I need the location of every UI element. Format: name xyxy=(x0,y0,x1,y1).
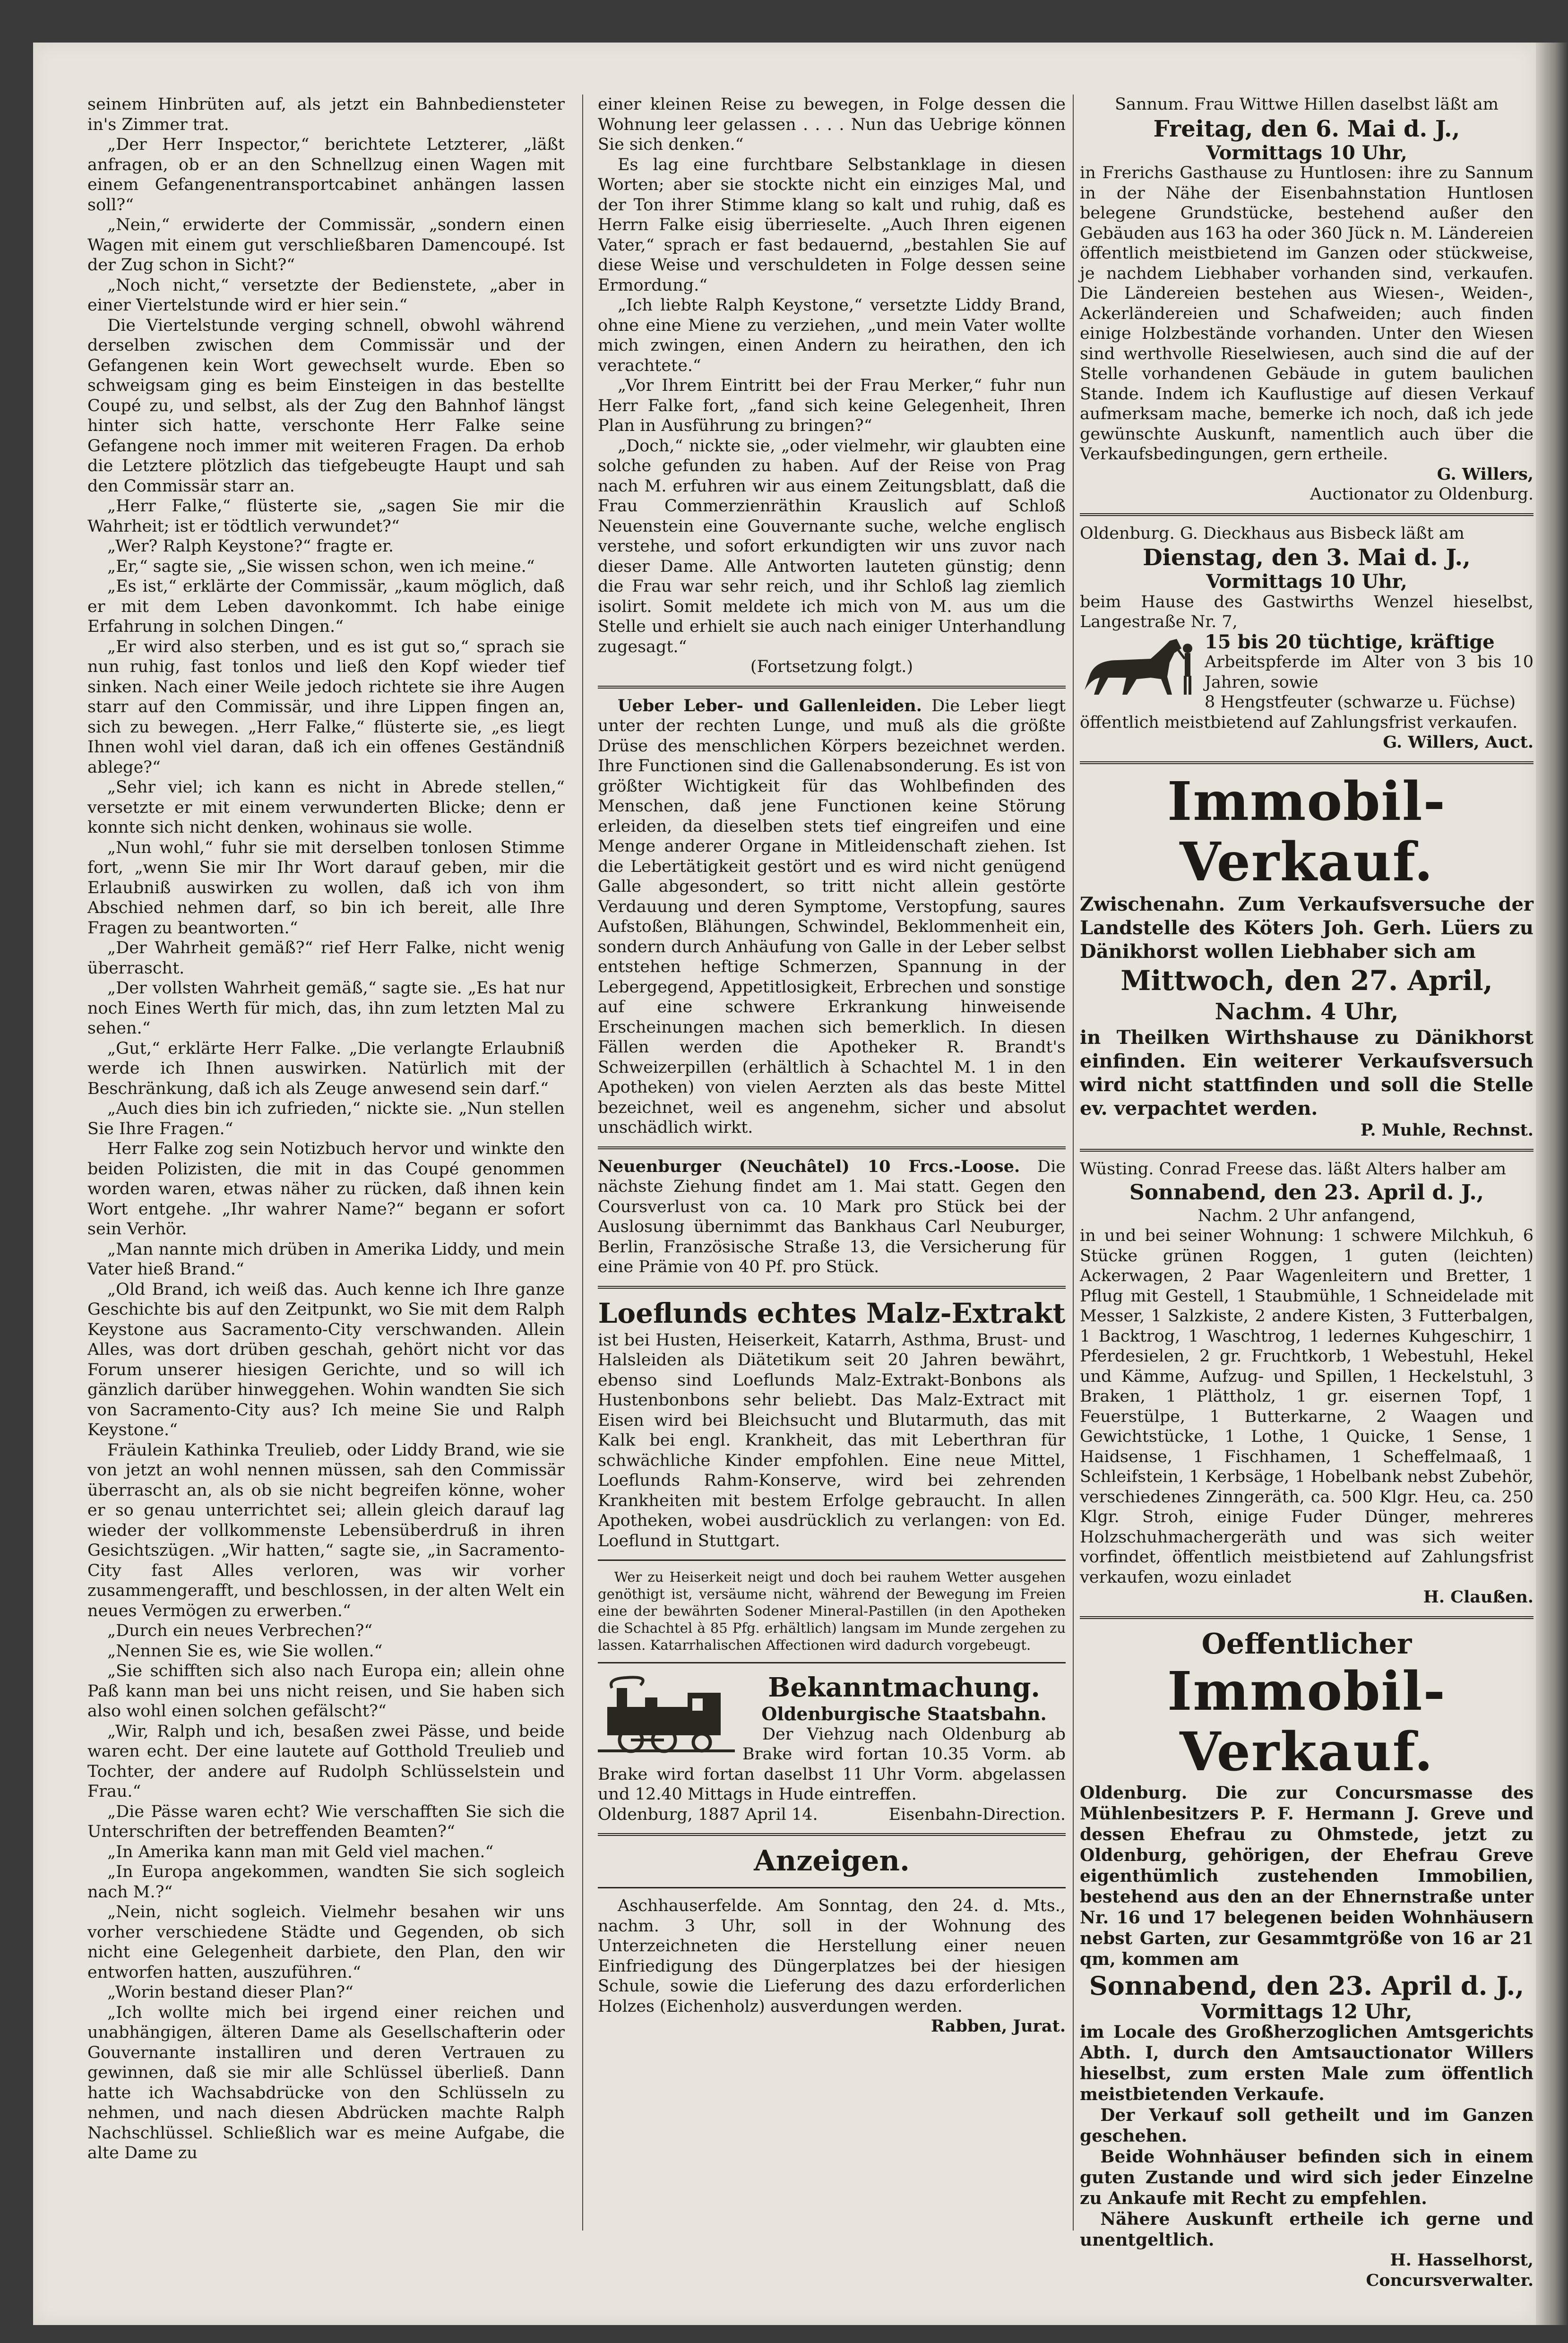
column-3 xyxy=(1080,95,1534,2291)
story-paragraph: „Auch dies bin ich zufrieden,“ nickte sie. „Nun stellen Sie Ihre Fragen.“ xyxy=(87,1099,565,1138)
column-rule xyxy=(1073,95,1074,2231)
section-divider xyxy=(598,1662,1066,1663)
story-paragraph: „Worin bestand dieser Plan?“ xyxy=(107,1983,353,2002)
sannum-signature-title: Auctionator zu Oldenburg. xyxy=(1310,485,1534,504)
story-paragraph: „Er,“ sagte sie, „Sie wissen schon, wen ich meine.“ xyxy=(107,557,535,576)
aschhausen-ad: Aschhauserfelde. Am Sonntag, den 24. d. Mts., nachm. 3 Uhr, soll in der Wohnung des Unterzeichneten die Herstellung einer neuen Einfriedigung des Düngerplatzes bei der hiesigen Schule, sowie die Lieferung des dazu erforderlichen Holzes (Eichenholz) ausverdungen werden. xyxy=(598,1896,1066,2016)
section-divider xyxy=(1080,1616,1534,1619)
immobil2-signature: H. Hasselhorst, xyxy=(1390,2250,1534,2270)
story-paragraph: „Nein,“ erwiderte der Commissär, „sondern einen Wagen mit einem gut verschließbaren Damencoupé. Ist der Zug schon in Sicht?“ xyxy=(87,215,565,275)
immobil2-signature-title: Concursverwalter. xyxy=(1366,2270,1534,2290)
railway-date: Oldenburg, 1887 April 14. xyxy=(598,1805,818,1824)
leber-text: Die Leber liegt unter der rechten Lunge, und muß als die größte Drüse des menschlichen Körpers bezeichnet werden. Ihre Functionen sind die Gallenabsonderung. Es ist von größter Wichtigkeit für das Wohlbefinden des Menschen, daß jene Functionen keine Störung erleiden, da dieselben stets tief eingreifen und eine Menge anderer Organe in Mitleidenschaft ziehen. Ist die Lebertätigkeit gestört und es wird nicht genügend Galle abgesondert, so tritt nicht allein gestörte Verdauung und deren Symptome, Verstopfung, saures Aufstoßen, Blähungen, Schwindel, Beklommenheit ein, sondern durch Anhäufung von Galle in der Leber selbst entstehen heftige Schmerzen, Spannung in der Lebergegend, Appetitlosigkeit, Erbrechen und sonstige auf eine schwere Erkrankung hinweisende Erscheinungen machen sich bemerklich. In diesen Fällen werden die Apotheker R. Brandt's Schweizerpillen (erhältlich à Schachtel M. 1 in den Apotheken) von vielen Aerzten als das beste Mittel bezeichnet, weil es angenehm, sicher und absolut unschädlich wirkt. xyxy=(598,696,1066,1137)
immobil2-text: Oldenburg. Die zur Concursmasse des Mühlenbesitzers P. F. Hermann J. Greve und dessen Ehefrau zu Ohmstede, jetzt zu Oldenburg, gehörigen, der Ehefrau Greve eigenthümlich zustehenden Immobilien, bestehend aus den an der Ehnernstraße unter Nr. 16 und 17 belegenen beiden Wohnhäusern nebst Garten, zur Gesammtgröße von 16 ar 21 qm, kommen am xyxy=(1080,1783,1534,1969)
section-divider xyxy=(598,1887,1066,1888)
leber-article xyxy=(598,696,1066,1138)
story-paragraph: „Die Pässe waren echt? Wie verschafften Sie sich die Unterschriften der betreffenden Beamten?“ xyxy=(87,1802,565,1841)
sannum-time: Vormittags 10 Uhr, xyxy=(1206,141,1407,164)
anzeigen-heading: Anzeigen. xyxy=(754,1844,910,1878)
story-paragraph: Es lag eine furchtbare Selbstanklage in diesen Worten; aber sie stockte nicht ein einziges Mal, und der Ton ihrer Stimme klang so kalt und ruhig, daß es Herrn Falke eisig überrieselte. „Auch Ihren eigenen Vater,“ sprach er fast bedauernd, „bestahlen Sie auf diese Weise und verschuldeten in Folge dessen seine Ermordung.“ xyxy=(598,155,1066,295)
story-paragraph: Fräulein Kathinka Treulieb, oder Liddy Brand, wie sie von jetzt an wohl nennen müssen, sah den Commissär überrascht an, als ob sie nicht begreifen könne, woher er so genau unterrichtet sei; allein gleich darauf lag wieder der vollkommenste Lebensüberdruß in ihren Gesichtszügen. „Wir hatten,“ sagte sie, „in Sacramento-City fast Alles verloren, was wir vorher zusammengerafft, und beschlossen, in der alten Welt ein neues Vermögen zu erwerben.“ xyxy=(87,1440,565,1620)
neuenburger-heading: Neuenburger (Neuchâtel) 10 Frcs.-Loose. xyxy=(598,1156,1020,1176)
story-paragraph: „Der Wahrheit gemäß?“ rief Herr Falke, nicht wenig überrascht. xyxy=(87,939,565,978)
section-divider xyxy=(598,1286,1066,1289)
story-paragraph: „Wir, Ralph und ich, besaßen zwei Pässe, und beide waren echt. Der eine lautete auf Gotthold Treulieb und Tochter, der andere auf Rudolph Schlüsselstein und Frau.“ xyxy=(87,1722,565,1801)
railway-subheading: Oldenburgische Staatsbahn. xyxy=(761,1703,1047,1724)
railway-heading: Bekanntmachung. xyxy=(768,1672,1040,1703)
section-divider xyxy=(598,1559,1066,1561)
wuesting-date: Sonnabend, den 23. April d. J., xyxy=(1129,1180,1484,1205)
section-divider xyxy=(1080,761,1534,764)
railway-text: Der Viehzug nach Oldenburg ab Brake wird fortan 10.35 Vorm. ab Brake wird fortan daselbst 11 Uhr Vorm. abgelassen und 12.40 Mittags in Hude eintreffen. xyxy=(598,1724,1066,1804)
story-paragraph: „Es ist,“ erklärte der Commissär, „kaum möglich, daß er mit dem Leben davonkommt. Ich habe einige Erfahrung in solchen Dingen.“ xyxy=(87,577,565,636)
story-paragraph: „Sie schifften sich also nach Europa ein; allein ohne Paß kann man bei uns nicht reisen, und Sie haben sich also wohl einen solchen gefälscht?“ xyxy=(87,1662,565,1721)
sannum-intro: Sannum. Frau Wittwe Hillen daselbst läßt am xyxy=(1115,95,1499,114)
railway-footer xyxy=(598,1805,1066,1825)
story-paragraph: „Durch ein neues Verbrechen?“ xyxy=(107,1621,373,1640)
immobil-text-2: in Theilken Wirthshause zu Dänikhorst einfinden. Ein weiterer Verkaufsversuch wird nicht stattfinden und soll die Stelle ev. verpachtet werden. xyxy=(1080,1026,1534,1120)
wuesting-intro: Wüsting. Conrad Freese das. läßt Alters halber am xyxy=(1080,1160,1507,1179)
diekhaus-time: Vormittags 10 Uhr, xyxy=(1206,570,1407,593)
column-rule xyxy=(582,95,583,2231)
story-paragraph: „Der Herr Inspector,“ berichtete Letzterer, „läßt anfragen, ob er an den Schnellzug einen Wagen mit einem Gefangenentransportcabinet anhängen lassen soll?“ xyxy=(87,135,565,215)
soden-ad: Wer zu Heiserkeit neigt und doch bei rauhem Wetter ausgehen genöthigt ist, versäume nicht, während der Bewegung im Freien eine der bewährten Sodener Mineral-Pastillen (in den Apotheken die Schachtel à 85 Pfg. erhältlich) langsam im Munde zergehen zu lassen. Katarrhalischen Affectionen wird dadurch vorgebeugt. xyxy=(598,1569,1066,1653)
neuenburger-ad xyxy=(598,1157,1066,1277)
story-paragraph: seinem Hinbrüten auf, als jetzt ein Bahnbediensteter in's Zimmer trat. xyxy=(87,95,565,134)
section-divider xyxy=(598,686,1066,689)
diekhaus-line-4: öffentlich meistbietend auf Zahlungsfrist verkaufen. xyxy=(1080,713,1518,732)
sannum-date: Freitag, den 6. Mai d. J., xyxy=(1153,115,1460,142)
immobil2-pre-heading: Oeffentlicher xyxy=(1201,1627,1412,1661)
loeflund-text: ist bei Husten, Heiserkeit, Katarrh, Asthma, Brust- und Halsleiden als Diätetikum seit 20 Jahren bewährt, ebenso sind Loeflunds Malz-Extrakt-Bonbons als Hustenbonbons sehr beliebt. Das Malz-Extract mit Eisen wird bei Bleichsucht und Blutarmuth, das mit Kalk bei engl. Krankheit, das mit Leberthran für schwächliche Kinder empfohlen. Eine neue Mittel, Loeflunds Rahm-Konserve, wird bei zehrenden Krankheiten mit bestem Erfolge gebraucht. In allen Apotheken, wobei ausdrücklich zu verlangen: von Ed. Loeflund in Stuttgart. xyxy=(598,1330,1066,1551)
section-divider xyxy=(1080,1149,1534,1152)
loeflund-heading: Loeflunds echtes Malz-Extrakt xyxy=(598,1297,1066,1329)
diekhaus-line-2: Arbeitspferde im Alter von 3 bis 10 Jahren, sowie xyxy=(1205,653,1534,692)
wuesting-text: in und bei seiner Wohnung: 1 schwere Milchkuh, 6 Stücke grünen Roggen, 1 guten (leichten) Ackerwagen, 2 Paar Wagenleitern und Bretter, 1 Pflug mit Gestell, 1 Staubmühle, 1 Schneidelade mit Messer, 1 Salzkiste, 2 andere Kisten, 3 Futterbalgen, 1 Backtrog, 1 Waschtrog, 1 ledernes Kuhgeschirr, 1 Pferdesielen, 2 gr. Fruchtkorb, 1 Webestuhl, Hekel und Kämme, Aufzug- und Spillen, 1 Heckelstuhl, 3 Braken, 1 Plättholz, 1 gr. eisernen Topf, 1 Feuerstülpe, 1 Butterkarne, 2 Waagen und Gewichtstücke, 1 Lothe, 1 Quicke, 1 Sense, 1 Haidsense, 1 Fischhamen, 1 Scheffelmaaß, 1 Schleifstein, 1 Kerbsäge, 1 Hobelbank nebst Zubehör, verschiedenes Zinngeräth, ca. 500 Klgr. Heu, ca. 250 Klgr. Stroh, einige Fuder Dünger, mehreres Holzschuhmachergeräth und was sich weiter vorfindet, öffentlich meistbietend auf Zahlungsfrist verkaufen, wozu einladet xyxy=(1080,1226,1534,1587)
story-paragraph: „Herr Falke,“ flüsterte sie, „sagen Sie mir die Wahrheit; ist er tödtlich verwundet?“ xyxy=(87,497,565,536)
immobil2-text-5: Nähere Auskunft ertheile ich gerne und unentgeltlich. xyxy=(1080,2209,1534,2250)
story-paragraph: „Noch nicht,“ versetzte der Bedienstete, „aber in einer Viertelstunde wird er hier sein.“ xyxy=(87,276,565,315)
diekhaus-line-3: 8 Hengstfeuter (schwarze u. Füchse) xyxy=(1205,693,1516,712)
story-paragraph: „Man nannte mich drüben in Amerika Liddy, und mein Vater hieß Brand.“ xyxy=(87,1240,565,1279)
story-paragraph: einer kleinen Reise zu bewegen, in Folge dessen die Wohnung leer gelassen . . . . Nun das Uebrige können Sie sich denken.“ xyxy=(598,95,1066,154)
diekhaus-place: beim Hause des Gastwirths Wenzel hieselbst, Langestraße Nr. 7, xyxy=(1080,592,1534,631)
story-paragraph: „Doch,“ nickte sie, „oder vielmehr, wir glaubten eine solche gefunden zu haben. Auf der Reise von Prag nach M. erfuhren wir aus einem Zeitungsblatt, daß die Frau Commerzienräthin Krauslich auf Schloß Neuenstein eine Gouvernante suche, welche englisch verstehe, und sofort erkundigten wir uns zuvor nach dieser Dame. Alle Antworten lauteten günstig; denn die Frau war sehr reich, und ihr Schloß lag ziemlich isolirt. Somit meldete ich mich von M. aus um die Stelle und erhielt sie auch nach einiger Unterhandlung zugesagt.“ xyxy=(598,436,1066,656)
story-paragraph: „Old Brand, ich weiß das. Auch kenne ich Ihre ganze Geschichte bis auf den Zeitpunkt, wo Sie mit dem Ralph Keystone aus Sacramento-City verschwanden. Allein Alles, was dort drüben geschah, gehört nicht vor das Forum unserer hiesigen Gerichte, und so will ich gänzlich darüber hinweggehen. Wohin wandten Sie sich von Sacramento-City aus? Ich meine Sie und Ralph Keystone.“ xyxy=(87,1280,565,1439)
leber-heading: Ueber Leber- und Gallenleiden. xyxy=(618,696,922,715)
story-paragraph: „Er wird also sterben, und es ist gut so,“ sprach sie nun ruhig, fast tonlos und ließ den Kopf wieder tief sinken. Nach einer Weile jedoch richtete sie ihre Augen starr auf den Commissär, und ihre Lippen fingen an, sich zu bewegen. „Herr Falke,“ flüsterte sie, „es liegt Ihnen wohl viel daran, daß ich ein offenes Geständniß ablege?“ xyxy=(87,637,565,777)
section-divider xyxy=(598,1146,1066,1149)
immobil2-heading: Immobil-Verkauf. xyxy=(1167,1660,1446,1783)
diekhaus-line-1: 15 bis 20 tüchtige, kräftige xyxy=(1205,630,1495,653)
section-divider xyxy=(1080,513,1534,516)
story-paragraph: „Ich liebte Ralph Keystone,“ versetzte Liddy Brand, ohne eine Miene zu verziehen, „und mein Vater wollte mich zwingen, einen Andern zu heirathen, den ich verachtete.“ xyxy=(598,296,1066,375)
story-paragraph: „Sehr viel; ich kann es nicht in Abrede stellen,“ versetzte er mit einem verwunderten Blicke; denn er konnte sich nicht denken, wohinaus sie wolle. xyxy=(87,778,565,837)
story-paragraph: Die Viertelstunde verging schnell, obwohl während derselben zwischen dem Commissär und der Gefangenen kein Wort gewechselt wurde. Eben so schweigsam ging es beim Einsteigen in das bestellte Coupé zu, und selbst, als der Zug den Bahnhof längst hinter sich hatte, verschonte Herr Falke seine Gefangene noch immer mit weiteren Fragen. Da erhob die Letztere plötzlich das tiefgebeugte Haupt und sah den Commissär starr an. xyxy=(87,316,565,496)
story-paragraph: „In Amerika kann man mit Geld viel machen.“ xyxy=(107,1842,494,1861)
page-edge xyxy=(1536,43,1568,2325)
story-paragraph: Herr Falke zog sein Notizbuch hervor und winkte den beiden Polizisten, die mit in das Coupé genommen worden waren, etwas näher zu rücken, daß ihnen kein Wort entgehe. „Ihr wahrer Name?“ begann er sofort sein Verhör. xyxy=(87,1139,565,1239)
locomotive-icon xyxy=(598,1674,735,1754)
immobil2-time: Vormittags 12 Uhr, xyxy=(1201,1999,1413,2023)
column-2 xyxy=(598,95,1066,2037)
immobil-heading: Immobil-Verkauf. xyxy=(1167,770,1446,893)
wuesting-signature: H. Claußen. xyxy=(1423,1587,1534,1607)
story-paragraph: „Der vollsten Wahrheit gemäß,“ sagte sie. „Es hat nur noch Eines Werth für mich, das, ihn zum letzten Mal zu sehen.“ xyxy=(87,979,565,1038)
railway-signature: Eisenbahn-Direction. xyxy=(888,1805,1066,1824)
story-paragraph: „Gut,“ erklärte Herr Falke. „Die verlangte Erlaubniß werde ich Ihnen auswirken. Natürlich mit der Beschränkung, daß ich als Zeuge anwesend sein darf.“ xyxy=(87,1039,565,1098)
section-divider xyxy=(598,1833,1066,1836)
diekhaus-date: Dienstag, den 3. Mai d. J., xyxy=(1143,544,1471,571)
immobil2-text-2: im Locale des Großherzoglichen Amtsgerichts Abth. I, durch den Amtsauctionator Willers hieselbst, zum ersten Male zum öffentlich meistbietenden Verkaufe. xyxy=(1080,2022,1534,2104)
diekhaus-signature: G. Willers, Auct. xyxy=(1383,732,1534,752)
sannum-signature: G. Willers, xyxy=(1437,464,1534,484)
immobil-time: Nachm. 4 Uhr, xyxy=(1215,998,1399,1025)
horse-icon xyxy=(1080,634,1198,700)
immobil2-text-4: Beide Wohnhäuser befinden sich in einem guten Zustande und wird sich jeder Einzelne zu Ankaufe mit Recht zu empfehlen. xyxy=(1080,2147,1534,2208)
immobil-text: Zwischenahn. Zum Verkaufsversuche der Landstelle des Köters Joh. Gerh. Lüers zu Dänikhorst wollen Liebhaber sich am xyxy=(1080,893,1534,963)
story-paragraph: „Ich wollte mich bei irgend einer reichen und unabhängigen, älteren Dame als Gesellschafterin oder Gouvernante installiren und deren Vertrauen zu gewinnen, daß sie mir alle Schlüssel überließ. Dann hatte ich Wachsabdrücke von den Schlüsseln zu nehmen, und nach diesen Abdrücken machte Ralph Nachschlüssel. Schließlich war es meine Aufgabe, die alte Dame zu xyxy=(87,2003,565,2162)
story-column-1 xyxy=(87,95,565,2163)
railway-notice xyxy=(598,1671,1066,1825)
neuenburger-text: Die nächste Ziehung findet am 1. Mai statt. Gegen den Coursverlust von ca. 10 Mark pro Stück bei der Auslosung übernimmt das Bankhaus Carl Neuburger, Berlin, Französische Straße 13, die Versicherung für eine Prämie von 40 Pf. pro Stück. xyxy=(598,1157,1066,1276)
story-paragraph: „Vor Ihrem Eintritt bei der Frau Merker,“ fuhr nun Herr Falke fort, „fand sich keine Gelegenheit, Ihren Plan in Ausführung zu bringen?“ xyxy=(598,376,1066,435)
story-paragraph: „Nennen Sie es, wie Sie wollen.“ xyxy=(107,1641,383,1661)
immobil-date: Mittwoch, den 27. April, xyxy=(1120,964,1493,997)
immobil2-text-3: Der Verkauf soll getheilt und im Ganzen geschehen. xyxy=(1080,2105,1534,2146)
sannum-text: in Frerichs Gasthause zu Huntlosen: ihre zu Sannum in der Nähe der Eisenbahnstation Huntlosen belegene Grundstücke, bestehend außer den Gebäuden aus 163 ha oder 360 Jück n. M. Ländereien öffentlich meistbietend im Ganzen oder stückweise, je nachdem Liebhaber vorhanden sind, verkaufen. Die Ländereien bestehen aus Wiesen-, Weiden-, Ackerländereien und Schafweiden; auch finden einige Holzbestände vorhanden. Unter den Wiesen sind werthvolle Rieselwiesen, auch sind die auf der Stelle vorhandenen Gebäude in gutem baulichen Stande. Indem ich Kauflustige auf diesen Verkauf aufmerksam mache, bemerke ich noch, daß ich jede gewünschte Auskunft, namentlich auch über die Verkaufsbedingungen, gern ertheile. xyxy=(1080,164,1534,464)
immobil2-date: Sonnabend, den 23. April d. J., xyxy=(1089,1970,1525,2001)
story-paragraph: „Wer? Ralph Keystone?“ fragte er. xyxy=(107,537,394,556)
diekhaus-intro: Oldenburg. G. Dieckhaus aus Bisbeck läßt am xyxy=(1080,524,1465,543)
continuation-note: (Fortsetzung folgt.) xyxy=(750,657,913,676)
immobil-signature: P. Muhle, Rechnst. xyxy=(1360,1120,1534,1140)
story-paragraph: „In Europa angekommen, wandten Sie sich sogleich nach M.?“ xyxy=(87,1862,565,1902)
story-paragraph: „Nun wohl,“ fuhr sie mit derselben tonlosen Stimme fort, „wenn Sie mir Ihr Wort darauf geben, mir die Erlaubniß auswirken zu wollen, daß ich von ihm Abschied nehmen darf, so bin ich bereit, alle Ihre Fragen zu beantworten.“ xyxy=(87,838,565,938)
aschhausen-signature: Rabben, Jurat. xyxy=(930,2016,1066,2036)
wuesting-time: Nachm. 2 Uhr anfangend, xyxy=(1198,1206,1416,1225)
story-paragraph: „Nein, nicht sogleich. Vielmehr besahen wir uns vorher verschiedene Städte und Gegenden, ob sich nicht eine Gelegenheit darbiete, den Plan, den wir entworfen hatten, auszuführen.“ xyxy=(87,1903,565,1982)
